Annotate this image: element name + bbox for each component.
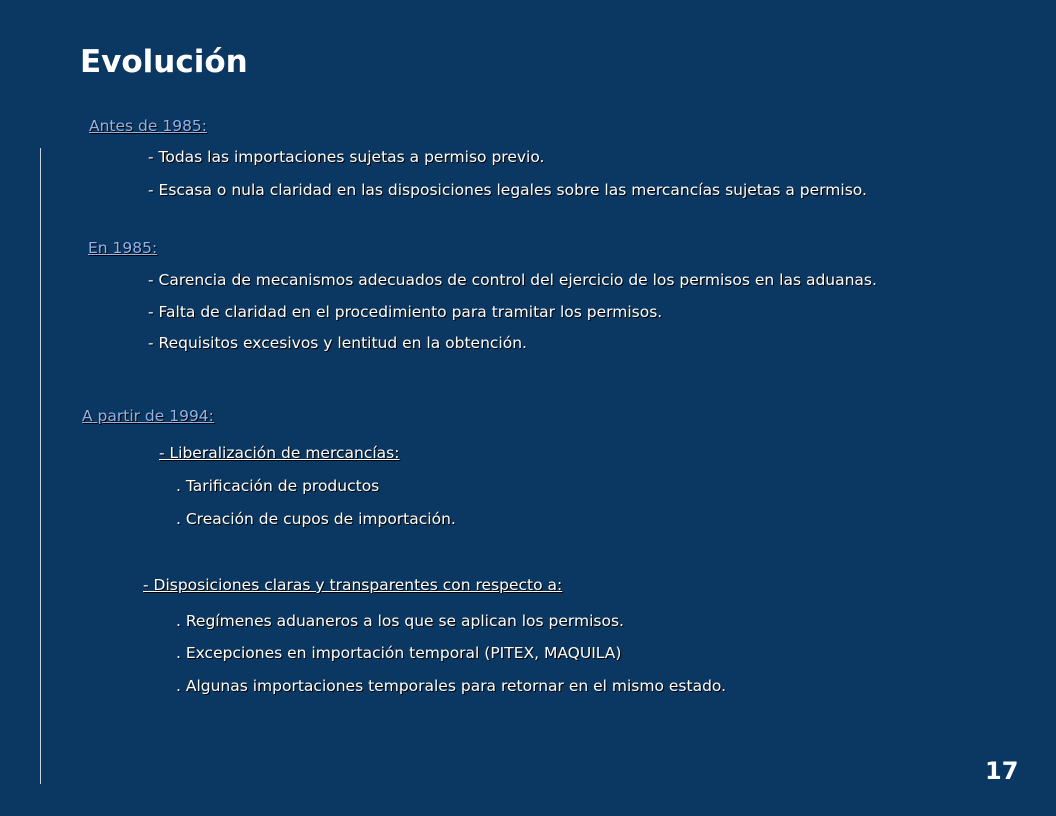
sub-heading-disposiciones: - Disposiciones claras y transparentes con respecto a: bbox=[143, 576, 563, 594]
disposiciones-item-3: . Algunas importaciones temporales para retornar en el mismo estado. bbox=[176, 677, 727, 695]
en1985-item-3: - Requisitos excesivos y lentitud en la obtención. bbox=[148, 334, 527, 352]
liberalizacion-item-1: . Tarificación de productos bbox=[176, 477, 380, 495]
heading-en-1985: En 1985: bbox=[88, 239, 158, 257]
disposiciones-item-2: . Excepciones en importación temporal (PITEX, MAQUILA) bbox=[176, 644, 622, 662]
liberalizacion-item-2: . Creación de cupos de importación. bbox=[176, 510, 456, 528]
en1985-item-1: - Carencia de mecanismos adecuados de control del ejercicio de los permisos en las aduanas. bbox=[148, 271, 877, 289]
sub-heading-liberalizacion: - Liberalización de mercancías: bbox=[159, 444, 400, 462]
vertical-divider-line bbox=[40, 148, 41, 784]
disposiciones-item-1: . Regímenes aduaneros a los que se aplican los permisos. bbox=[176, 612, 624, 630]
en1985-item-2: - Falta de claridad en el procedimiento para tramitar los permisos. bbox=[148, 303, 663, 321]
slide-title: Evolución bbox=[80, 44, 248, 80]
heading-a-partir-1994: A partir de 1994: bbox=[82, 407, 214, 425]
heading-antes-1985: Antes de 1985: bbox=[89, 117, 208, 135]
antes-item-2: - Escasa o nula claridad en las disposiciones legales sobre las mercancías sujetas a permiso. bbox=[148, 181, 867, 199]
page-number: 17 bbox=[985, 757, 1019, 785]
antes-item-1: - Todas las importaciones sujetas a permiso previo. bbox=[148, 148, 545, 166]
